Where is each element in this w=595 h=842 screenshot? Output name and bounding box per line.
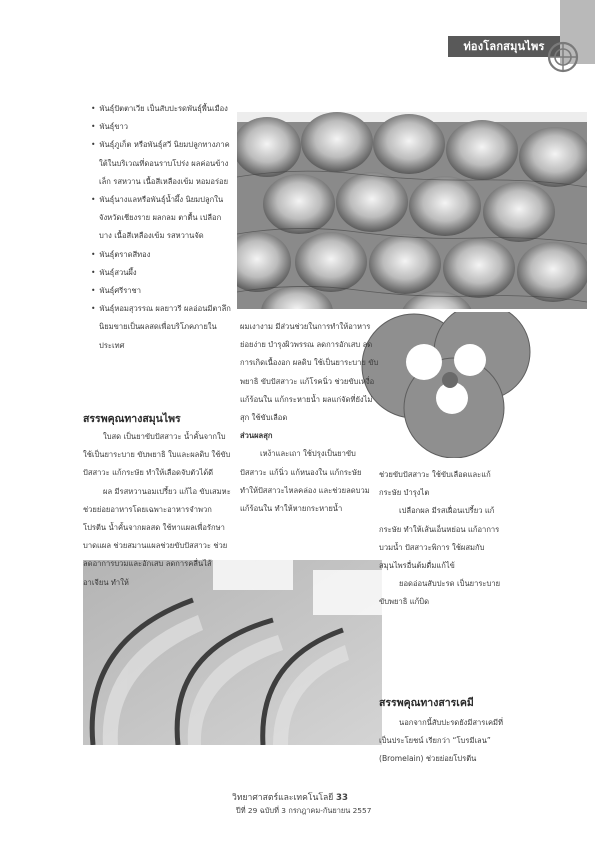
list-item: • พันธุ์ตราดสีทอง	[83, 246, 233, 264]
middle-column-text	[240, 318, 380, 518]
list-item: • พันธุ์นางแลหรือพันธุ์น้ำผึ้ง นิยมปลูกในจังหวัดเชียงราย ผลกลม ตาตื้น เปลือกบาง เนื้อสีเหลืองเข้ม รสหวานจัด	[83, 191, 233, 246]
list-item: • พันธุ์ปัตตาเวีย เป็นสับปะรดพันธุ์พื้นเมือง	[83, 100, 233, 118]
highlight-term	[240, 427, 380, 445]
left-column-text	[83, 100, 233, 355]
paragraph: ผล มีรสหวานอมเปรี้ยว แก้ไอ ขับเสมหะ ช่วยย่อยอาหารโดยเฉพาะอาหารจำพวกโปรตีน น้ำคั้นจากผลสด ใช้ทาแผลเพื่อรักษาบาดแผล ช่วยสมานแผลช่วยขับปัสสาวะ ช่วยลดอาการบวมและอักเสบ ลดการคลื่นไส้ อาเจียน ทำให้	[83, 486, 231, 587]
paragraph: นอกจากนี้สับปะรดยังมีสารเคมีที่เป็นประโยชน์ เรียกว่า “โบรมีเลน” (Bromelain) ช่วยย่อยโปรตีน	[379, 718, 504, 764]
list-item: • พันธุ์ภูเก็ต หรือพันธุ์สวี นิยมปลูกทางภาคใต้ในบริเวณที่ดอนราบโปร่ง ผลค่อนข้างเล็ก รสหวาน เนื้อสีเหลืองเข้ม หอมอร่อย	[83, 136, 233, 191]
journal-name: วิทยาศาสตร์และเทคโนโลยี	[232, 793, 334, 803]
paragraph: ช่วยขับปัสสาวะ ใช้ขับเลือดและแก้กระษัย บำรุงไต	[379, 470, 491, 498]
page-number: 33	[336, 793, 348, 803]
paragraph: ใบสด เป็นยาขับปัสสาวะ น้ำคั้นจากใบ ใช้เป็นยาระบาย ขับพยาธิ ใบและผลดิบ ใช้ขับปัสสาวะ แก้กระษัย ทำให้เลือดจับตัวได้ดี	[83, 432, 231, 478]
heading-herbal-properties: สรรพคุณทางสมุนไพร	[83, 413, 181, 425]
list-item: • พันธุ์สวนผึ้ง	[83, 264, 233, 282]
list-item: • พันธุ์หอมสุวรรณ ผลยาวรี ผลอ่อนมีตาลึกนิยมขายเป็นผลสดเพื่อบริโภคภายในประเทศ	[83, 300, 233, 355]
list-item: • พันธุ์ศรีราชา	[83, 282, 233, 300]
section-title: ท่องโลกสมุนไพร	[463, 40, 545, 53]
list-item: • พันธุ์ขาว	[83, 118, 233, 136]
heading-chemical-properties: สรรพคุณทางสารเคมี	[379, 697, 474, 709]
paragraph: เหง้าและเถา ใช้ปรุงเป็นยาขับปัสสาวะ แก้นิ่ว แก้หนองใน แก้กระษัย ทำให้ปัสสาวะไหลคล่อง และช่วยลดบวม แก้ร้อนใน ทำให้หายกระหายน้ำ	[240, 449, 370, 514]
footer-issue-line: ปีที่ 29 ฉบับที่ 3 กรกฎาคม-กันยายน 2557	[236, 806, 372, 815]
right-column-text	[379, 466, 509, 612]
paragraph: ยอดอ่อนสับปะรด เป็นยาระบาย ขับพยาธิ แก้บิด	[379, 579, 501, 607]
pineapple-skin-photo	[237, 112, 587, 309]
left-column-body	[83, 428, 233, 592]
paragraph: ผมเงางาม มีส่วนช่วยในการทำให้อาหารย่อยง่าย บำรุงผิวพรรณ ลดการอักเสบ ลดการเกิดเนื้องอก ผลดิบ ใช้เป็นยาระบาย ขับพยาธิ ขับปัสสาวะ แก้โรคนิ่ว ช่วยขับเหงื่อ แก้ร้อนใน แก้กระหายน้ำ ผลแก่จัดที่ยังไม่สุก ใช้ขับเลือด	[240, 322, 379, 423]
section-header-band	[448, 36, 560, 57]
right-column-body	[379, 714, 509, 769]
paragraph: เปลือกผล มีรสเฝื่อนเปรี้ยว แก้กระษัย ทำให้เส้นเอ็นหย่อน แก้อาการบวมน้ำ ปัสสาวะพิการ ใช้ผสมกับสมุนไพรอื่นต้มดื่มแก้ไข้	[379, 506, 500, 571]
highlight-label: ส่วนผลสุก	[240, 431, 273, 441]
emblem-icon	[546, 40, 580, 74]
footer-journal-line	[232, 790, 348, 804]
pineapple-ring-photo	[352, 312, 574, 458]
